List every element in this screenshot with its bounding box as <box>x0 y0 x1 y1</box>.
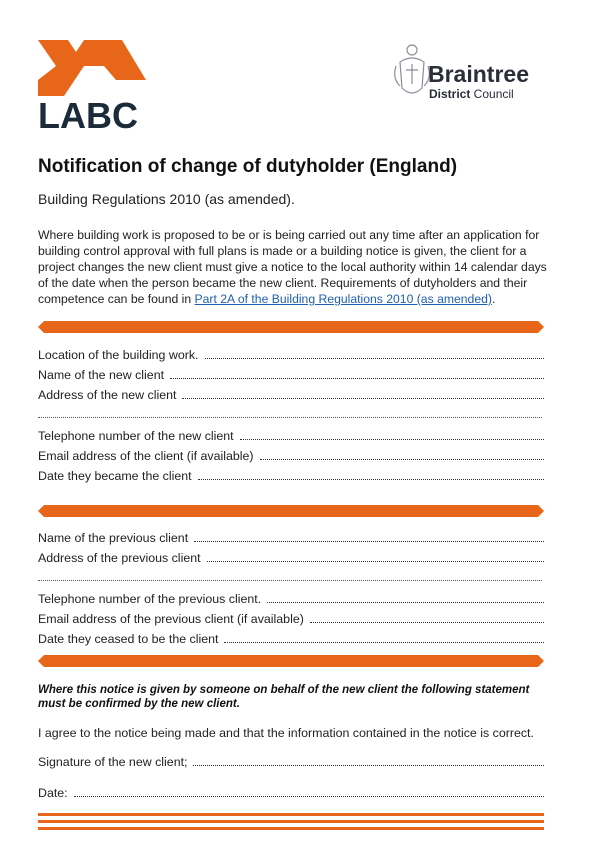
date-line[interactable] <box>74 796 544 797</box>
date-field[interactable] <box>38 784 544 800</box>
footer-stripe <box>38 827 544 830</box>
previous-client-date-field[interactable] <box>38 630 544 646</box>
signature-field[interactable] <box>38 753 544 769</box>
previous-client-email-line[interactable] <box>310 622 544 623</box>
labc-roof-icon <box>38 40 168 96</box>
agreement-text: I agree to the notice being made and that the information contained in the notice is correct. <box>38 726 534 740</box>
council-name: Braintree <box>428 61 529 87</box>
footer-stripe <box>38 813 544 816</box>
previous-client-phone-field[interactable] <box>38 590 544 606</box>
date-label: Date: <box>38 786 68 800</box>
section-divider-band <box>38 655 544 667</box>
new-client-address-line[interactable] <box>182 398 544 399</box>
new-client-date-line[interactable] <box>198 479 544 480</box>
new-client-email-label: Email address of the client (if available) <box>38 449 254 463</box>
new-client-date-field[interactable] <box>38 467 544 483</box>
page-subtitle: Building Regulations 2010 (as amended). <box>38 191 295 207</box>
previous-client-name-line[interactable] <box>194 541 544 542</box>
location-line[interactable] <box>205 358 545 359</box>
section-divider-band <box>38 321 544 333</box>
council-logo <box>392 40 552 106</box>
new-client-phone-line[interactable] <box>240 439 544 440</box>
page-title: Notification of change of dutyholder (England) <box>38 156 458 177</box>
previous-client-date-label: Date they ceased to be the client <box>38 632 219 646</box>
signature-label: Signature of the new client; <box>38 755 188 769</box>
intro-paragraph: Where building work is proposed to be or is being carried out any time after an application for building control approval with full plans is made or a building notice is given, the client for a project changes the new client must give a notice to the local authority within 14 calendar days of the date when the person became the new client. Requirements of dutyholders and their competence can be found in Part 2A of the Building Regulations 2010 (as amended). <box>38 228 547 306</box>
crest-icon <box>392 42 432 102</box>
new-client-name-field[interactable] <box>38 366 544 382</box>
previous-client-phone-line[interactable] <box>267 602 544 603</box>
previous-client-phone-label: Telephone number of the previous client. <box>38 592 262 606</box>
labc-logo <box>38 40 168 136</box>
confirmation-statement: Where this notice is given by someone on behalf of the new client the following statement must be confirmed by the new client. <box>38 684 530 710</box>
previous-client-address-label: Address of the previous client <box>38 551 201 565</box>
footer-stripe <box>38 820 544 823</box>
council-subtitle: District Council <box>429 87 514 101</box>
new-client-email-field[interactable] <box>38 447 544 463</box>
previous-client-email-label: Email address of the previous client (if available) <box>38 612 304 626</box>
signature-line[interactable] <box>193 765 544 766</box>
new-client-address-line-2[interactable] <box>38 417 542 418</box>
building-regulations-link[interactable]: Part 2A of the Building Regulations 2010 (as amended) <box>194 292 492 306</box>
new-client-address-field[interactable] <box>38 386 544 402</box>
location-field[interactable] <box>38 346 544 362</box>
new-client-phone-label: Telephone number of the new client <box>38 429 234 443</box>
previous-client-name-label: Name of the previous client <box>38 531 189 545</box>
previous-client-email-field[interactable] <box>38 610 544 626</box>
labc-logo-text: LABC <box>38 95 138 136</box>
previous-client-name-field[interactable] <box>38 529 544 545</box>
new-client-email-line[interactable] <box>260 459 544 460</box>
location-label: Location of the building work. <box>38 348 199 362</box>
section-divider-band <box>38 505 544 517</box>
new-client-phone-field[interactable] <box>38 427 544 443</box>
new-client-name-line[interactable] <box>170 378 544 379</box>
new-client-address-label: Address of the new client <box>38 388 177 402</box>
previous-client-address-line-2[interactable] <box>38 580 542 581</box>
previous-client-date-line[interactable] <box>224 642 544 643</box>
new-client-name-label: Name of the new client <box>38 368 165 382</box>
new-client-date-label: Date they became the client <box>38 469 192 483</box>
previous-client-address-field[interactable] <box>38 549 544 565</box>
previous-client-address-line[interactable] <box>207 561 544 562</box>
